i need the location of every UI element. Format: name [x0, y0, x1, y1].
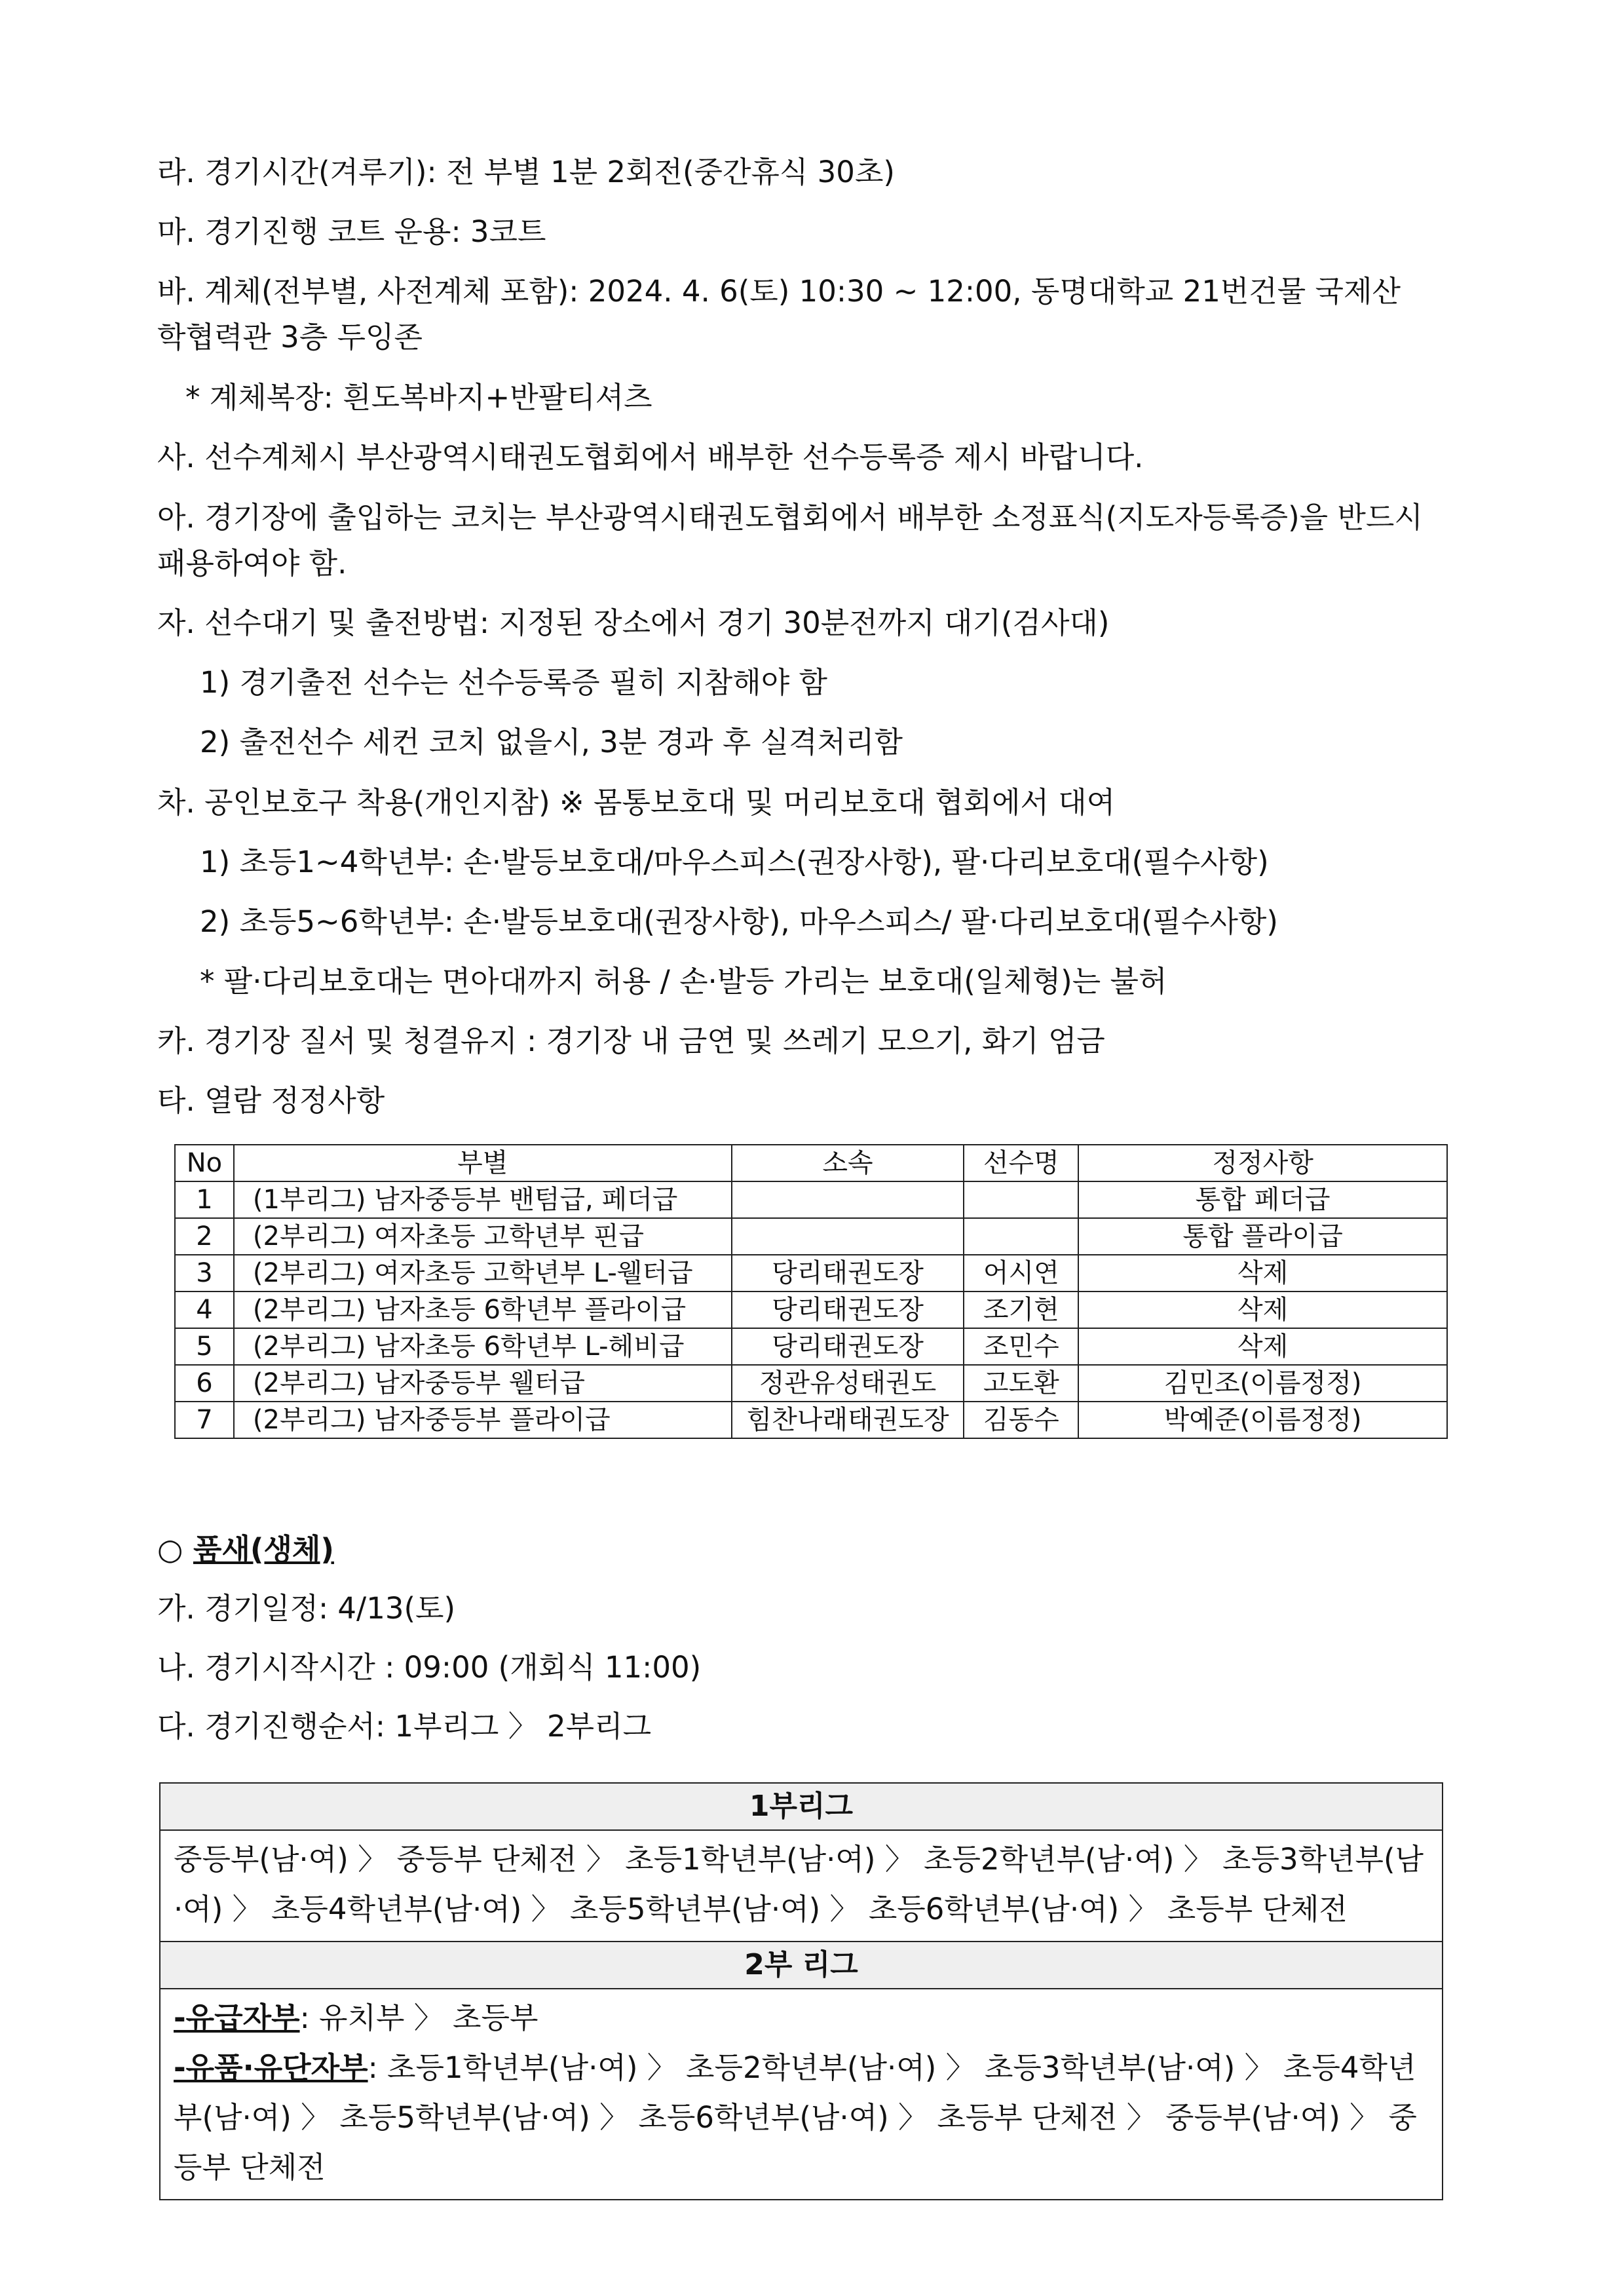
circle-bullet-icon: ○ [157, 1532, 183, 1567]
yugeup-line [174, 1993, 1433, 2043]
cell-affiliation: 힘찬나래태권도장 [732, 1402, 964, 1438]
cell-correction: 삭제 [1078, 1292, 1447, 1328]
cell-correction: 통합 플라이급 [1078, 1218, 1447, 1255]
item-sa: 사. 선수계체시 부산광역시태권도협회에서 배부한 선수등록증 제시 바랍니다. [157, 440, 1144, 474]
cell-affiliation: 정관유성태권도 [732, 1365, 964, 1402]
cell-division: (2부리그) 남자중등부 플라이급 [234, 1402, 732, 1438]
table-row [175, 1402, 1447, 1438]
item-a-line2: 패용하여야 함. [157, 546, 347, 581]
item-ja: 자. 선수대기 및 출전방법: 지정된 장소에서 경기 30분전까지 대기(검사대) [157, 605, 1110, 640]
table-header-row [175, 1145, 1447, 1181]
yupum-text: : 초등1학년부(남·여) 〉 초등2학년부(남·여) 〉 초등3학년부(남·여) 〉 초등4학년부(남·여) 〉 초등5학년부(남·여) 〉 초등6학년부(남·여) 〉 초등부 단체전 〉 중등부(남·여) 〉 중등부 단체전 [174, 2050, 1417, 2185]
item-ma: 마. 경기진행 코트 운용: 3코트 [157, 214, 546, 249]
item-ga: 가. 경기일정: 4/13(토) [157, 1591, 456, 1626]
item-ba-line2: 학협력관 3층 두잉존 [157, 320, 423, 354]
item-ra: 라. 경기시간(겨루기): 전 부별 1분 2회전(중간휴식 30초) [157, 155, 895, 189]
item-da: 다. 경기진행순서: 1부리그 〉 2부리그 [157, 1709, 652, 1744]
table-row [175, 1328, 1447, 1365]
cell-no: 5 [175, 1328, 234, 1365]
cell-division: (2부리그) 남자초등 6학년부 플라이급 [234, 1292, 732, 1328]
cell-affiliation: 당리태권도장 [732, 1292, 964, 1328]
corrections-table [174, 1144, 1448, 1439]
cell-no: 4 [175, 1292, 234, 1328]
item-cha-2: 2) 초등5~6학년부: 손·발등보호대(권장사항), 마우스피스/ 팔·다리보호대(필수사항) [200, 904, 1278, 939]
cell-player [964, 1181, 1078, 1218]
cell-division: (2부리그) 남자중등부 웰터급 [234, 1365, 732, 1402]
cell-correction: 박예준(이름정정) [1078, 1402, 1447, 1438]
item-ba-note: * 계체복장: 흰도복바지+반팔티셔츠 [185, 380, 652, 415]
yugeup-label: -유급자부 [174, 2000, 300, 2035]
yupum-line [174, 2043, 1433, 2192]
header-correction: 정정사항 [1078, 1145, 1447, 1181]
item-ba-line1: 바. 계체(전부별, 사전계체 포함): 2024. 4. 6(토) 10:30 ~ 12:00, 동명대학교 21번건물 국제산 [157, 274, 1401, 309]
item-cha-1: 1) 초등1~4학년부: 손·발등보호대/마우스피스(권장사항), 팔·다리보호대(필수사항) [200, 845, 1269, 879]
item-cha: 차. 공인보호구 착용(개인지참) ※ 몸통보호대 및 머리보호대 협회에서 대여 [157, 785, 1116, 820]
item-cha-note: * 팔·다리보호대는 면아대까지 허용 / 손·발등 가리는 보호대(일체형)는 불허 [200, 964, 1167, 999]
table-row [175, 1181, 1447, 1218]
cell-player [964, 1218, 1078, 1255]
table-row [175, 1365, 1447, 1402]
cell-player: 김동수 [964, 1402, 1078, 1438]
item-ta: 타. 열람 정정사항 [157, 1083, 385, 1118]
cell-player: 고도환 [964, 1365, 1078, 1402]
header-player: 선수명 [964, 1145, 1078, 1181]
cell-division: (1부리그) 남자중등부 밴텀급, 페더급 [234, 1181, 732, 1218]
poomsae-title-text: 품새(생체) [193, 1532, 334, 1567]
yupum-label: -유품·유단자부 [174, 2050, 368, 2085]
item-ja-2: 2) 출전선수 세컨 코치 없을시, 3분 경과 후 실격처리함 [200, 725, 903, 759]
league2-body [161, 1989, 1442, 2199]
yugeup-text: : 유치부 〉 초등부 [299, 2000, 538, 2035]
cell-affiliation: 당리태권도장 [732, 1328, 964, 1365]
league1-body: 중등부(남·여) 〉 중등부 단체전 〉 초등1학년부(남·여) 〉 초등2학년부(남·여) 〉 초등3학년부(남·여) 〉 초등4학년부(남·여) 〉 초등5학년부(남·여) 〉 초등6학년부(남·여) 〉 초등부 단체전 [161, 1831, 1442, 1942]
cell-division: (2부리그) 남자초등 6학년부 L-헤비급 [234, 1328, 732, 1365]
table-row [175, 1292, 1447, 1328]
item-na: 나. 경기시작시간 : 09:00 (개회식 11:00) [157, 1650, 702, 1685]
item-a-line1: 아. 경기장에 출입하는 코치는 부산광역시태권도협회에서 배부한 소정표식(지도자등록증)을 반드시 [157, 500, 1423, 535]
item-ka: 카. 경기장 질서 및 청결유지 : 경기장 내 금연 및 쓰레기 모으기, 화기 엄금 [157, 1024, 1105, 1058]
cell-correction: 삭제 [1078, 1328, 1447, 1365]
item-ja-1: 1) 경기출전 선수는 선수등록증 필히 지참해야 함 [200, 665, 827, 700]
cell-affiliation [732, 1181, 964, 1218]
header-division: 부별 [234, 1145, 732, 1181]
table-row [175, 1255, 1447, 1292]
cell-no: 6 [175, 1365, 234, 1402]
cell-no: 3 [175, 1255, 234, 1292]
cell-no: 7 [175, 1402, 234, 1438]
cell-correction: 삭제 [1078, 1255, 1447, 1292]
header-no: No [175, 1145, 234, 1181]
poomsae-section-title [157, 1520, 334, 1579]
cell-division: (2부리그) 여자초등 고학년부 핀급 [234, 1218, 732, 1255]
cell-correction: 김민조(이름정정) [1078, 1365, 1447, 1402]
cell-division: (2부리그) 여자초등 고학년부 L-웰터급 [234, 1255, 732, 1292]
cell-no: 1 [175, 1181, 234, 1218]
table-row [175, 1218, 1447, 1255]
cell-no: 2 [175, 1218, 234, 1255]
cell-affiliation: 당리태권도장 [732, 1255, 964, 1292]
cell-player: 조기현 [964, 1292, 1078, 1328]
cell-player: 조민수 [964, 1328, 1078, 1365]
cell-player: 어시연 [964, 1255, 1078, 1292]
league2-header: 2부 리그 [161, 1942, 1442, 1989]
league-order-box [159, 1782, 1443, 2200]
cell-correction: 통합 페더급 [1078, 1181, 1447, 1218]
league1-header: 1부리그 [161, 1784, 1442, 1831]
cell-affiliation [732, 1218, 964, 1255]
header-affiliation: 소속 [732, 1145, 964, 1181]
